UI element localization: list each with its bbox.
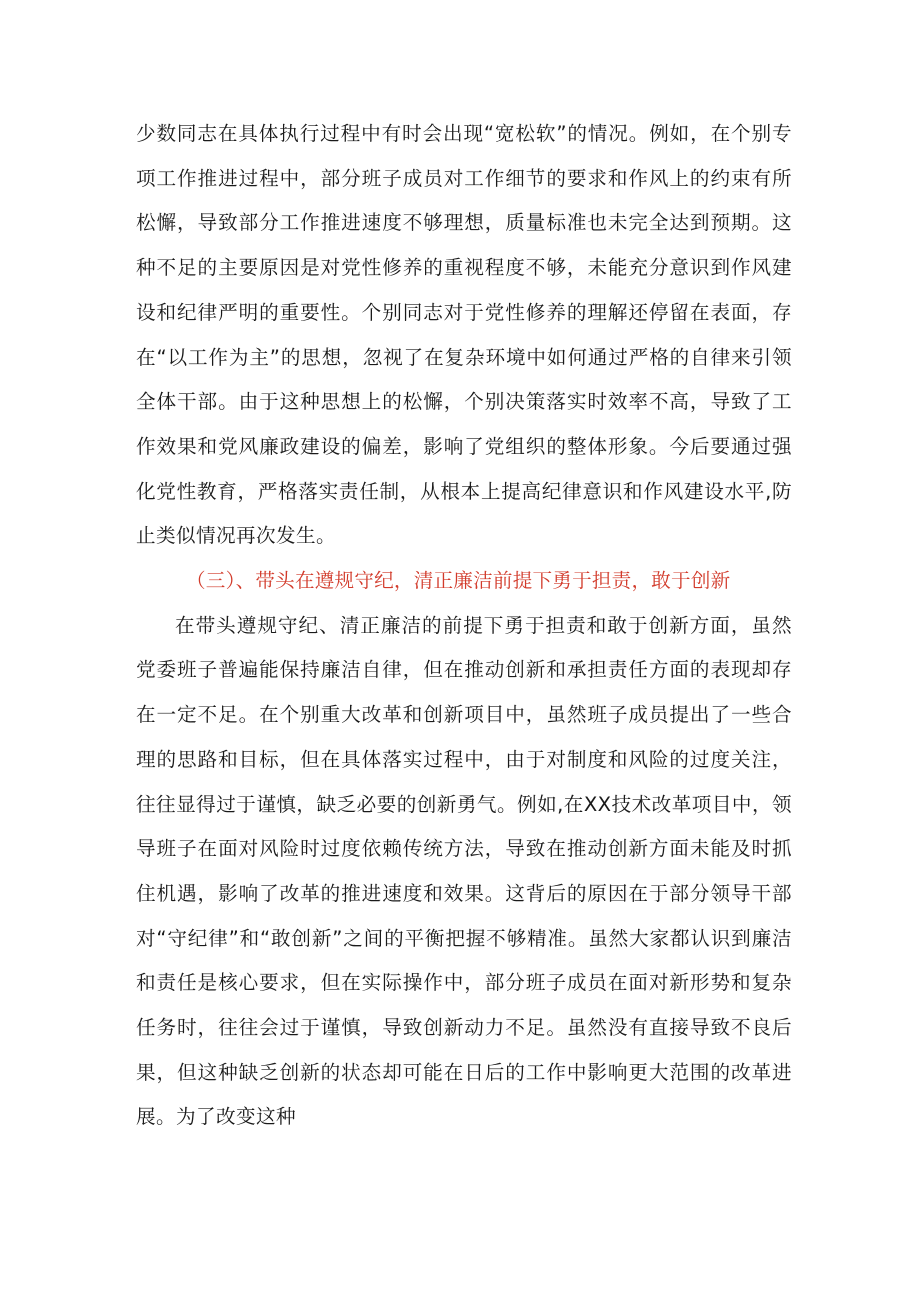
body-paragraph-2: 在带头遵规守纪、清正廉洁的前提下勇于担责和敢于创新方面，虽然党委班子普遍能保持廉洁自律，但在推动创新和承担责任方面的表现却存在一定不足。在个别重大改革和创新项目中，虽然班子成员提出了一些合理的思路和目标，但在具体落实过程中，由于对制度和风险的过度关注，往往显得过于谨慎，缺乏必要的创新勇气。例如,在XX技术改革项目中，领导班子在面对风险时过度依赖传统方法，导致在推动创新方面未能及时抓住机遇，影响了改革的推进速度和效果。这背后的原因在于部分领导干部对“守纪律”和“敢创新”之间的平衡把握不够精准。虽然大家都认识到廉洁和责任是核心要求，但在实际操作中，部分班子成员在面对新形势和复杂任务时，往往会过于谨慎，导致创新动力不足。虽然没有直接导致不良后果，但这种缺乏创新的状态却可能在日后的工作中影响更大范围的改革进展。为了改变这种 xyxy=(136,613,792,1129)
document-body xyxy=(136,112,792,1140)
section-heading: （三）、带头在遵规守纪，清正廉洁前提下勇于担责，敢于创新 xyxy=(186,569,731,593)
body-paragraph-1: 少数同志在具体执行过程中有时会出现“宽松软”的情况。例如，在个别专项工作推进过程中，部分班子成员对工作细节的要求和作风上的约束有所松懈，导致部分工作推进速度不够理想，质量标准也未完全达到预期。这种不足的主要原因是对党性修养的重视程度不够，未能充分意识到作风建设和纪律严明的重要性。个别同志对于党性修养的理解还停留在表面，存在“以工作为主”的思想，忽视了在复杂环境中如何通过严格的自律来引领全体干部。由于这种思想上的松懈，个别决策落实时效率不高，导致了工作效果和党风廉政建设的偏差，影响了党组织的整体形象。今后要通过强化党性教育，严格落实责任制，从根本上提高纪律意识和作风建设水平,防止类似情况再次发生。 xyxy=(136,122,792,548)
